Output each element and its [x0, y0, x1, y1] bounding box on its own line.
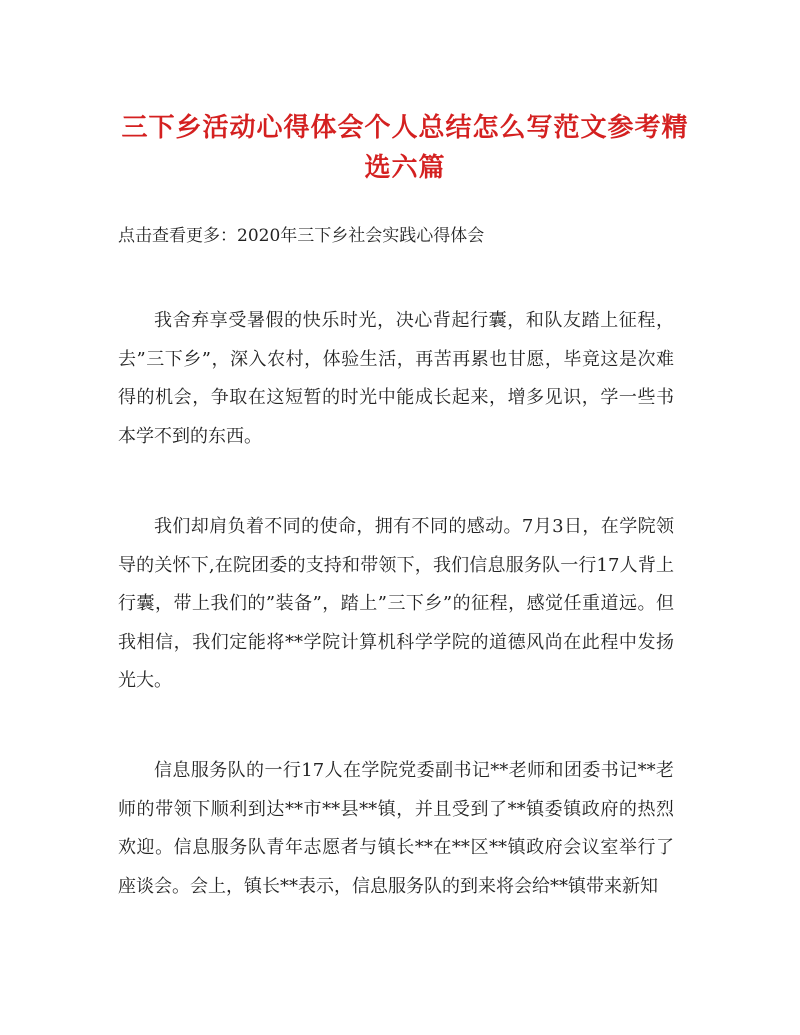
- document-title: 三下乡活动心得体会个人总结怎么写范文参考精选六篇: [121, 113, 689, 183]
- paragraph-2: 我们却肩负着不同的使命，拥有不同的感动。7月3日，在学院领导的关怀下,在院团委的支持和带领下，我们信息服务队一行17人背上行囊，带上我们的”装备”，踏上”三下乡”的征程，感觉任重道远。但我相信，我们定能将**学院计算机科学学院的道德风尚在此程中发扬光大。: [118, 516, 674, 691]
- paragraph-1: 我舍弃享受暑假的快乐时光，决心背起行囊，和队友踏上征程，去”三下乡”，深入农村，体验生活，再苦再累也甘愿，毕竟这是次难得的机会，争取在这短暂的时光中能成长起来，增多见识，学一些书本学不到的东西。: [118, 310, 674, 447]
- paragraph-3: 信息服务队的一行17人在学院党委副书记**老师和团委书记**老师的带领下顺利到达**市**县**镇，并且受到了**镇委镇政府的热烈欢迎。信息服务队青年志愿者与镇长**在**区**镇政府会议室举行了座谈会。会上，镇长**表示，信息服务队的到来将会给**镇带来新知: [118, 760, 674, 897]
- intro-link-text: 点击查看更多：2020年三下乡社会实践心得体会: [118, 226, 485, 246]
